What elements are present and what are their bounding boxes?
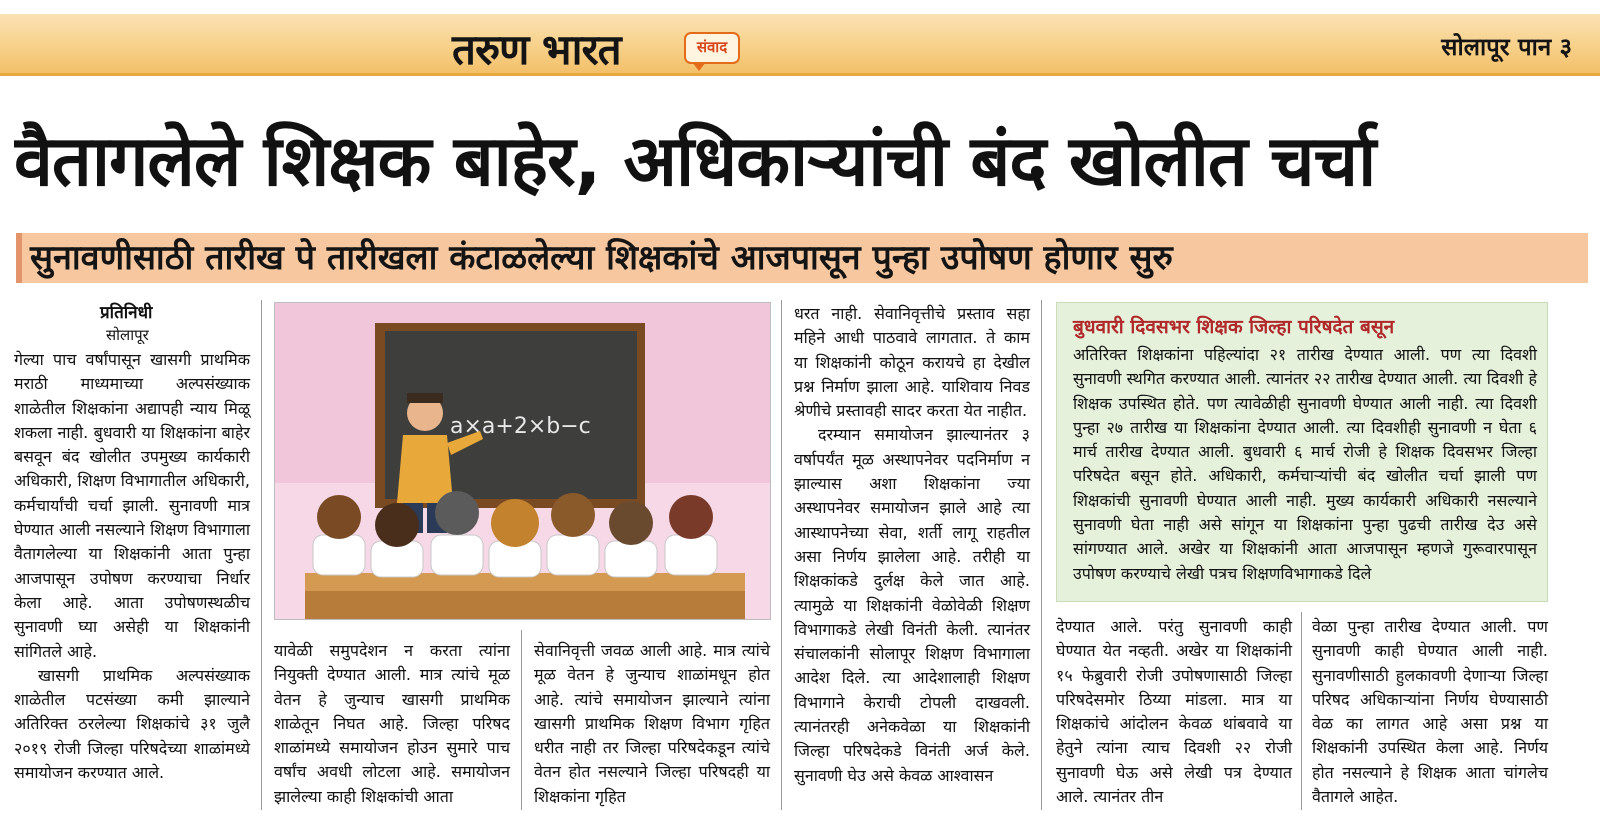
column-rule xyxy=(1301,612,1302,810)
column-6 xyxy=(1312,615,1548,809)
paragraph: दरम्यान समायोजन झाल्यानंतर ३ वर्षापर्यंत मूळ अस्थापनेवर पदनिर्माण न झाल्यास अशा शिक्षकांना ज्या अस्थापनेवर समायोजन झाले आहे त्या आस्थापनेच्या सेवा, शर्ती लागू राहतील असा निर्णय झालेला आहे. तरीही या शिक्षकांकडे दुर्लक्ष केले जात आहे. त्यामुळे या शिक्षकांनी वेळोवेळी शिक्षण विभागाकडे लेखी विनंती केली. त्यानंतर संचालकांनी सोलापूर शिक्षण विभागाला आदेश दिले. त्या आदेशालाही शिक्षण विभागाने केराची टोपली दाखवली. त्यानंतरही अनेकवेळा या शिक्षकांनी जिल्हा परिषदेकडे विनंती अर्ज केले. सुनावणी घेउ असे केवळ आश्वासन xyxy=(794,425,1030,785)
paragraph: यावेळी समुपदेशन न करता त्यांना नियुक्ती देण्यात आली. मात्र त्यांचे मूळ वेतन हे जुन्याच खासगी प्राथमिक शाळेतून निघत आहे. जिल्हा परिषद शाळांमध्ये समायोजन होउन सुमारे पाच वर्षांच अवधी लोटला आहे. समायोजन झालेल्या काही शिक्षकांची आता xyxy=(274,641,510,806)
column-4 xyxy=(794,302,1030,788)
column-rule xyxy=(261,300,262,810)
paragraph: वेळा पुन्हा तारीख देण्यात आली. पण सुनावणी काही घेण्यात आली नाही. सुनावणीसाठी हुलकावणी देणाऱ्या जिल्हा परिषद अधिकाऱ्यांना निर्णय घेण्यासाठी वेळ का लागत आहे असा प्रश्न या शिक्षकांनी उपस्थित केला आहे. निर्णय होत नसल्याने हे शिक्षक आता चांगलेच वैतागले आहेत. xyxy=(1312,617,1548,807)
samvad-badge: संवाद xyxy=(684,32,740,64)
page-reference: सोलापूर पान ३ xyxy=(1441,33,1572,61)
column-1 xyxy=(14,348,250,785)
paragraph: धरत नाही. सेवानिवृत्तीचे प्रस्ताव सहा महिने आधी पाठवावे लागतात. ते काम या शिक्षकांनी कोठून करायचे हा देखील प्रश्न निर्माण झाला आहे. याशिवाय निवड श्रेणीचे प्रस्तावही सादर करता येत नाहीत. xyxy=(794,304,1030,421)
sidebar-text: अतिरिक्त शिक्षकांना पहिल्यांदा २१ तारीख देण्यात आली. पण त्या दिवशी सुनावणी स्थगित करण्यात आली. त्यानंतर २२ तारीख देण्यात आली. त्या दिवशी हे शिक्षक उपस्थित होते. पण त्यावेळीही सुनावणी घेण्यात आली नाही. त्या दिवशी पुन्हा २७ तारीख या शिक्षकांना देण्यात आली. त्या दिवशीही सुनावणी न घेता ६ मार्च तारीख देण्यात आली. बुधवारी ६ मार्च रोजी हे शिक्षक दिवसभर जिल्हा परिषदेत बसून होते. अधिकारी, कर्मचाऱ्यांची बंद खोलीत चर्चा झाली पण शिक्षकांची सुनावणी घेण्यात आली नाही. मुख्य कार्यकारी अधिकारी नसल्याने सुनावणी घेता नाही असे सांगून या शिक्षकांना पुन्हा पुढची तारीख देउ असे सांगण्यात आले. अखेर या शिक्षकांनी आता आजपासून म्हणजे गुरूवारपासून उपोषण करण्याचे लेखी पत्रच शिक्षणविभागाकडे दिले xyxy=(1073,345,1537,583)
subheadline: सुनावणीसाठी तारीख पे तारीखला कंटाळलेल्या शिक्षकांचे आजपासून पुन्हा उपोषण होणार सुरु xyxy=(16,233,1588,283)
column-rule xyxy=(521,630,522,810)
newspaper-logo: तरुण भारत xyxy=(452,25,621,74)
paragraph: सेवानिवृत्ती जवळ आली आहे. मात्र त्यांचे मूळ वेतन हे जुन्याच शाळांमधून होत आहे. त्यांचे समायोजन झाल्याने त्यांना खासगी प्राथमिक शिक्षण विभाग गृहित धरीत नाही तर जिल्हा परिषदेकडून त्यांचे वेतन होत नसल्याने जिल्हा परिषदही या शिक्षकांना गृहित xyxy=(534,641,770,806)
byline-reporter: प्रतिनिधी xyxy=(100,303,153,323)
column-rule xyxy=(781,300,782,810)
headline: वैतागलेले शिक्षक बाहेर, अधिकाऱ्यांची बंद खोलीत चर्चा xyxy=(14,120,1376,202)
column-3 xyxy=(534,639,770,809)
classroom-illustration xyxy=(274,302,771,620)
paragraph: खासगी प्राथमिक अल्पसंख्याक शाळेतील पटसंख्या कमी झाल्याने अतिरिक्त ठरलेल्या शिक्षकांचे ३१ जुलै २०१९ रोजी जिल्हा परिषदेच्या शाळांमध्ये समायोजन करण्यात आले. xyxy=(14,665,250,783)
paragraph: देण्यात आले. परंतु सुनावणी काही घेण्यात येत नव्हती. अखेर या शिक्षकांनी १५ फेब्रुवारी रोजी उपोषणासाठी जिल्हा परिषदेसमोर ठिय्या मांडला. मात्र या शिक्षकांचे आंदोलन केवळ थांबवावे या हेतुने त्यांना त्याच दिवशी २२ रोजी सुनावणी घेऊ असे लेखी पत्र देण्यात आले. त्यानंतर तीन xyxy=(1056,617,1292,807)
sidebar-title: बुधवारी दिवसभर शिक्षक जिल्हा परिषदेत बसून xyxy=(1073,316,1395,338)
paragraph: गेल्या पाच वर्षांपासून खासगी प्राथमिक मराठी माध्यमाच्या अल्पसंख्याक शाळेतील शिक्षकांना अद्यापही न्याय मिळू शकला नाही. बुधवारी या शिक्षकांना बाहेर बसवून बंद खोलीत उपमुख्य कार्यकारी अधिकारी, शिक्षण विभागातील अधिकारी, कर्मचार्यांची चर्चा झाली. सुनावणी मात्र घेण्यात आली नसल्याने शिक्षण विभागाला वैतागलेल्या या शिक्षकांनी आता पुन्हा आजपासून उपोषण करण्याचा निर्धार केला आहे. आता उपोषणस्थळीच सुनावणी घ्या असेही या शिक्षकांनी सांगितले आहे. xyxy=(14,350,250,661)
masthead xyxy=(0,14,1600,76)
column-5 xyxy=(1056,615,1292,809)
column-rule xyxy=(1041,300,1042,810)
column-2 xyxy=(274,639,510,809)
blackboard-text: a×a+2×b−c xyxy=(450,414,591,439)
sidebar-box xyxy=(1056,302,1548,602)
byline-place: सोलापूर xyxy=(106,326,149,344)
